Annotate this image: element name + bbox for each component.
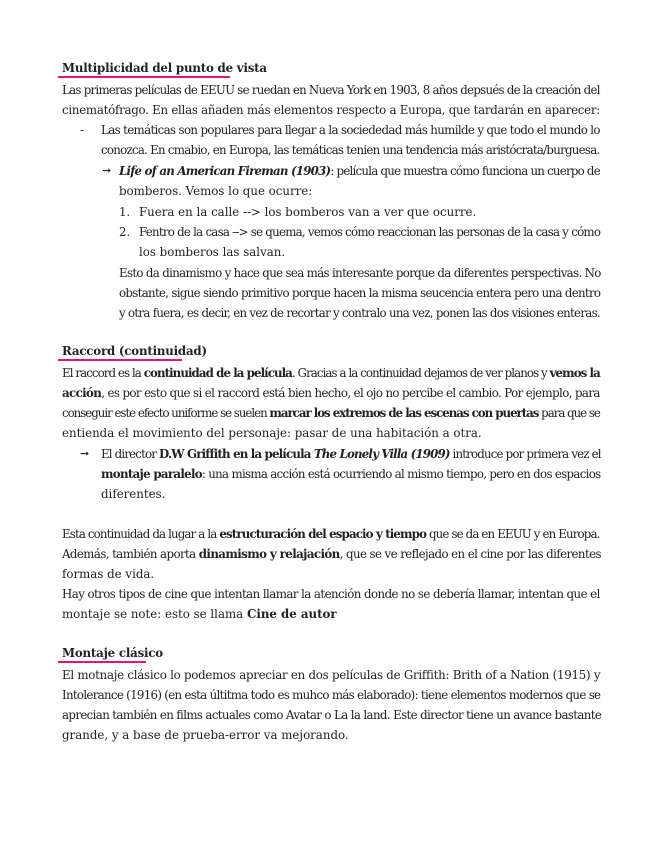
arrow-line: montaje paralelo: una misma acción está ocurriendo al mismo tiempo, pero en dos espacios — [101, 467, 601, 481]
paragraph-line: Esta continuidad da lugar a la estructuración del espacio y tiempo que se da en EEUU y en Europa. — [62, 527, 600, 541]
paragraph-line: El raccord es la continuidad de la película. Gracias a la continuidad dejamos de ver planos y vemos la — [62, 366, 600, 380]
list-number: 1. — [119, 205, 131, 219]
arrow-icon: ➞ — [80, 447, 90, 460]
paragraph-line: Esto da dinamismo y hace que sea más interesante porque da diferentes perspectivas. No — [119, 266, 601, 280]
heading-underline — [58, 359, 182, 361]
heading-montaje-clasico: Montaje clásico — [62, 646, 163, 660]
film-title: Life of an American Fireman (1903) — [119, 164, 331, 178]
paragraph-line: entienda el movimiento del personaje: pasar de una habitación a otra. — [62, 426, 482, 440]
paragraph-line: montaje se note: esto se llama Cine de autor — [62, 607, 337, 621]
arrow-text: : película que muestra cómo funciona un cuerpo de — [330, 164, 600, 178]
heading-raccord: Raccord (continuidad) — [62, 344, 207, 358]
paragraph-line: Intolerance (1916) (en esta últitma todo es muhco más elaborado): tiene elementos modernos que se — [62, 688, 601, 702]
paragraph-line: cinematófrago. En ellas añaden más elementos respecto a Europa, que tardarán en aparecer: — [62, 103, 600, 117]
paragraph-line: Hay otros tipos de cine que intentan llamar la atención donde no se debería llamar, intentan que el — [62, 587, 600, 601]
paragraph-line: formas de vida. — [62, 567, 155, 581]
arrow-icon: ➞ — [102, 164, 112, 177]
paragraph-line: aprecian también en films actuales como Avatar o La la land. Este director tiene un avance bastante — [62, 708, 602, 722]
bullet-marker: - — [80, 123, 84, 137]
paragraph-line: y otra fuera, es decir, en vez de recortar y contralo una vez, ponen las dos visiones enteras. — [119, 306, 600, 320]
arrow-line — [119, 161, 600, 181]
arrow-line: diferentes. — [101, 487, 166, 501]
paragraph-line: obstante, sigue siendo primitivo porque hacen la misma seucencia entera pero una dentro — [119, 286, 601, 300]
list-item: los bomberos las salvan. — [139, 245, 286, 259]
paragraph-line: Las primeras películas de EEUU se ruedan en Nueva York en 1903, 8 años depsués de la creación del — [62, 83, 600, 97]
paragraph-line: conseguir este efecto uniforme se suelen marcar los extremos de las escenas con puertas para que se — [62, 406, 600, 420]
heading-multiplicidad: Multiplicidad del punto de vista — [62, 61, 267, 75]
list-item: Fuera en la calle --> los bomberos van a ver que ocurre. — [139, 205, 477, 219]
film-title: The Lonely Villa (1909) — [313, 447, 450, 461]
arrow-line: bomberos. Vemos lo que ocurre: — [119, 184, 313, 198]
list-item: Fentro de la casa --> se quema, vemos cómo reaccionan las personas de la casa y cómo — [139, 225, 601, 239]
paragraph-line: Además, también aporta dinamismo y relajación, que se ve reflejado en el cine por las diferentes — [62, 547, 601, 561]
bullet-line: Las temáticas son populares para llegar a la sociededad más humilde y que todo el mundo lo — [101, 123, 600, 137]
bullet-line: conozca. En cmabio, en Europa, las temáticas tenien una tendencia más aristócrata/burguesa. — [101, 143, 600, 157]
heading-underline — [58, 76, 230, 78]
heading-underline — [58, 661, 146, 663]
arrow-line: El director D.W Griffith en la película The Lonely Villa (1909) introduce por primera vez el — [101, 447, 601, 461]
paragraph-line: El motnaje clásico lo podemos apreciar en dos películas de Griffith: Brith of a Nation (1915) y — [62, 668, 601, 682]
paragraph-line: acción, es por esto que si el raccord está bien hecho, el ojo no percibe el cambio. Por ejemplo, para — [62, 386, 600, 400]
list-number: 2. — [119, 225, 131, 239]
paragraph-line: grande, y a base de prueba-error va mejorando. — [62, 728, 349, 742]
